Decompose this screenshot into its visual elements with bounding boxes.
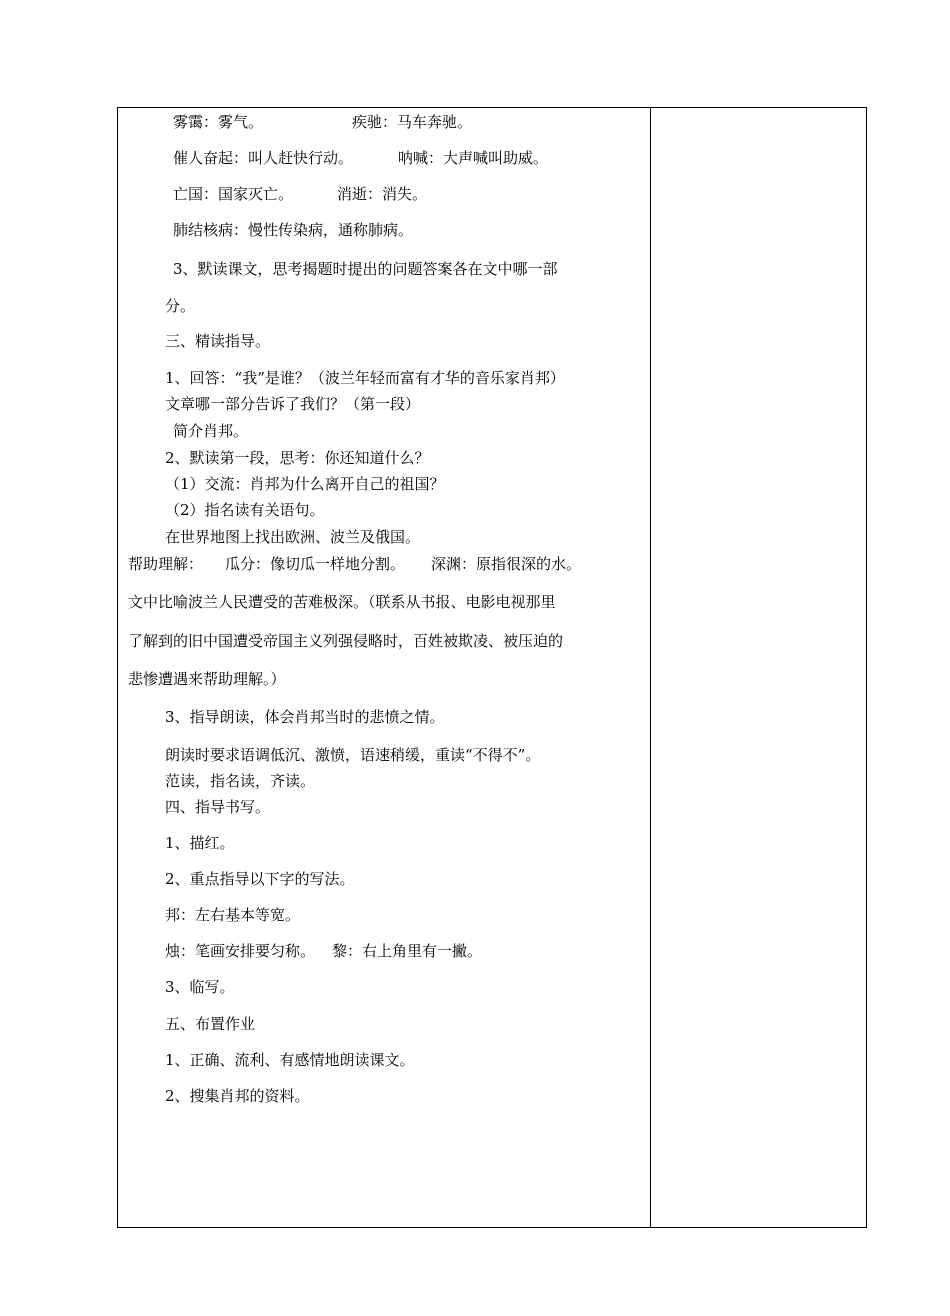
text-line: 3、临写。 bbox=[165, 978, 235, 996]
text-line: 2、默读第一段，思考：你还知道什么？ bbox=[165, 449, 430, 467]
text-line: 2、重点指导以下字的写法。 bbox=[165, 870, 355, 888]
text-line: 悲惨遭遇来帮助理解。） bbox=[128, 670, 286, 688]
text-line: 分。 bbox=[165, 297, 196, 315]
text-line: 在世界地图上找出欧洲、波兰及俄国。 bbox=[165, 528, 421, 546]
text-line: 催人奋起：叫人赶快行动。 呐喊：大声喊叫助威。 bbox=[173, 149, 549, 167]
text-line: 文章哪一部分告诉了我们？（第一段） bbox=[165, 395, 421, 413]
text-line: （2）指名读有关语句。 bbox=[165, 501, 325, 519]
text-line: 3、指导朗读，体会肖邦当时的悲愤之情。 bbox=[165, 708, 445, 726]
text-line: 烛：笔画安排要匀称。 黎：右上角里有一撇。 bbox=[165, 942, 483, 960]
text-line: 文中比喻波兰人民遭受的苦难极深。（联系从书报、电影电视那里 bbox=[128, 593, 556, 611]
text-line: 1、描红。 bbox=[165, 834, 235, 852]
text-line: 了解到的旧中国遭受帝国主义列强侵略时，百姓被欺凌、被压迫的 bbox=[128, 632, 564, 650]
text-line: 邦：左右基本等宽。 bbox=[165, 906, 301, 924]
text-line: 1、回答：“我”是谁？（波兰年轻而富有才华的音乐家肖邦） bbox=[165, 369, 565, 387]
text-line: 3、默读课文，思考揭题时提出的问题答案各在文中哪一部 bbox=[173, 260, 558, 278]
text-line: 雾霭：雾气。 疾驰：马车奔驰。 bbox=[173, 113, 473, 131]
text-line: 2、搜集肖邦的资料。 bbox=[165, 1087, 310, 1105]
section-heading: 三、精读指导。 bbox=[165, 332, 271, 350]
text-line: （1）交流：肖邦为什么离开自己的祖国？ bbox=[165, 475, 445, 493]
table-column-divider bbox=[650, 107, 651, 1228]
text-line: 亡国：国家灭亡。 消逝：消失。 bbox=[173, 185, 428, 203]
text-line: 朗读时要求语调低沉、激愤，语速稍缓，重读“不得不”。 bbox=[165, 746, 541, 764]
text-line: 帮助理解： 瓜分：像切瓜一样地分割。 深渊：原指很深的水。 bbox=[128, 555, 582, 573]
section-heading: 四、指导书写。 bbox=[165, 798, 271, 816]
text-line: 肺结核病：慢性传染病，通称肺病。 bbox=[173, 221, 414, 239]
text-line: 1、正确、流利、有感情地朗读课文。 bbox=[165, 1051, 415, 1069]
text-line: 简介肖邦。 bbox=[173, 422, 249, 440]
text-line: 范读，指名读，齐读。 bbox=[165, 772, 316, 790]
section-heading: 五、布置作业 bbox=[165, 1015, 256, 1033]
